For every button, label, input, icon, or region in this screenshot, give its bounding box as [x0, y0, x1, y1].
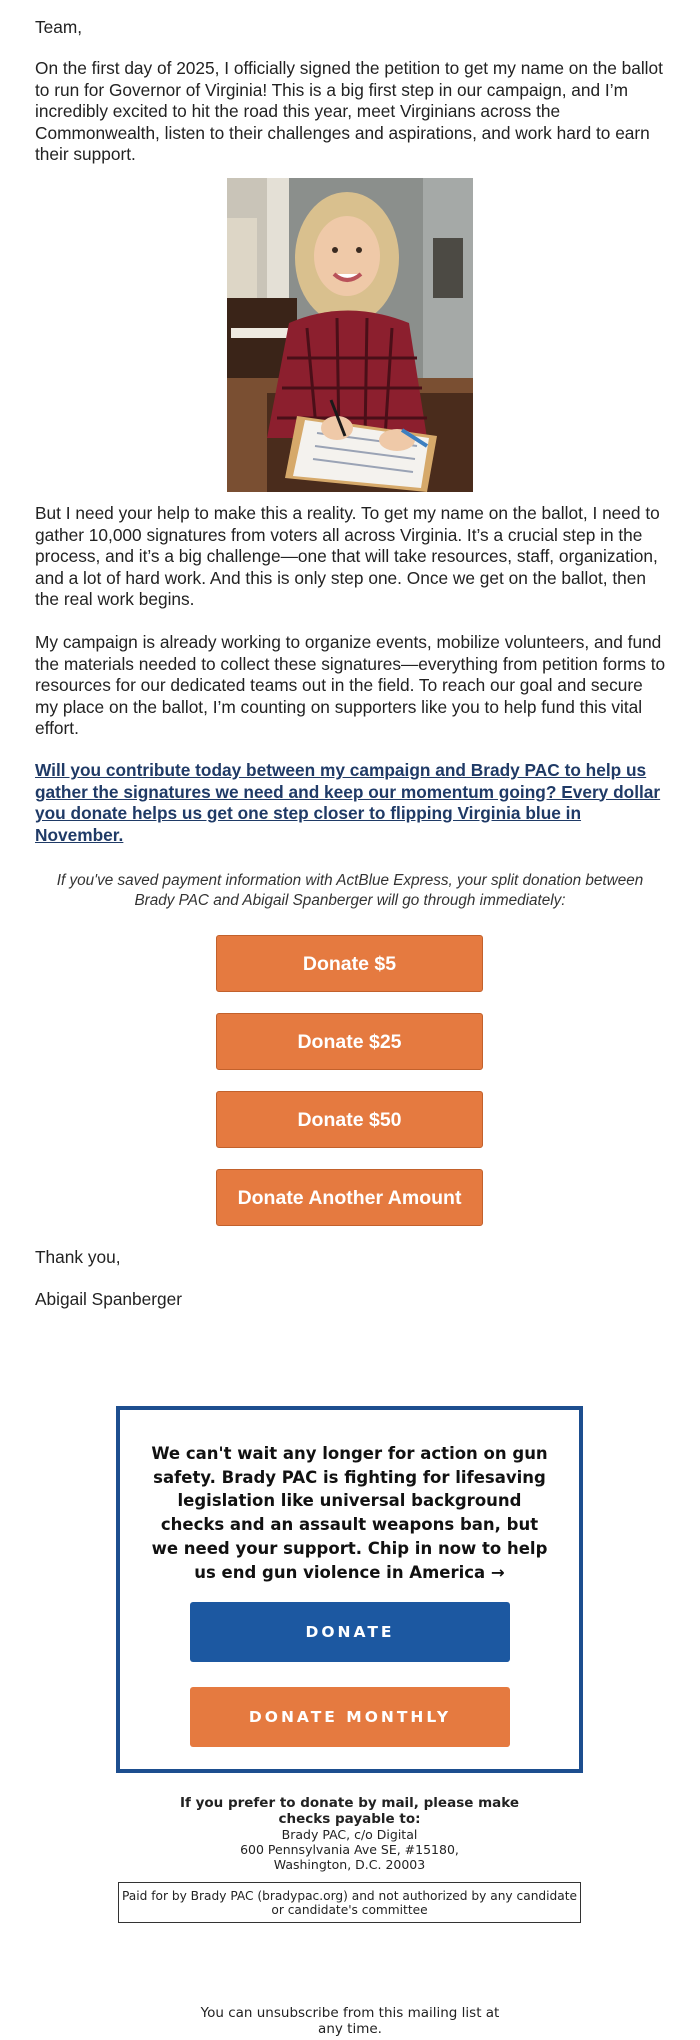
paragraph-signatures: But I need your help to make this a reality. To get my name on the ballot, I need to gather 10,000 signatures from voters all across Virginia. It’s a crucial step in the process, and it’s a big challenge—one that will take resources, staff, organization, and a lot of hard work. And this is only step one. Once we get on the ballot, then the real work begins. — [35, 503, 660, 609]
actblue-express-note: If you've saved payment information with ActBlue Express, your split donation between Brady PAC and Abigail Spanberger will go through immediately: — [56, 872, 644, 909]
closing-thanks: Thank you, — [35, 1247, 121, 1267]
paid-for-disclaimer: Paid for by Brady PAC (bradypac.org) and not authorized by any candidate or candidate's committee — [118, 1882, 581, 1923]
paragraph-campaign: My campaign is already working to organize events, mobilize volunteers, and fund the materials needed to collect these signatures—everything from petition forms to resources for our dedicated teams out in the field. To reach our goal and secure my place on the ballot, I’m counting on supporters like you to help fund this vital effort. — [35, 632, 666, 738]
greeting: Team, — [35, 17, 83, 37]
donate-50-button[interactable]: Donate $50 — [216, 1091, 483, 1148]
donate-5-button[interactable]: Donate $5 — [216, 935, 483, 992]
mail-donation-info — [116, 1796, 583, 1872]
paragraph-intro: On the first day of 2025, I officially signed the petition to get my name on the ballot to run for Governor of Virginia! This is a big first step in our campaign, and I’m incredibly excited to hit the road this year, meet Virginians across the Commonwealth, listen to their challenges and aspirations, and work hard to earn their support. — [35, 58, 663, 164]
brady-pac-box — [116, 1406, 583, 1773]
donate-25-button[interactable]: Donate $25 — [216, 1013, 483, 1070]
unsubscribe-text[interactable]: You can unsubscribe from this mailing list at any time. — [200, 2005, 500, 2037]
candidate-photo — [227, 178, 473, 492]
mail-address-line-3: Washington, D.C. 20003 — [273, 1857, 426, 1872]
contribute-link[interactable]: Will you contribute today between my campaign and Brady PAC to help us gather the signatures we need and keep our momentum going? Every dollar you donate helps us get one step closer to flipping Virginia blue in November. — [35, 760, 661, 845]
brady-donate-button[interactable]: DONATE — [190, 1602, 510, 1662]
brady-donate-monthly-button[interactable]: DONATE MONTHLY — [190, 1687, 510, 1747]
mail-address-line-1: Brady PAC, c/o Digital — [281, 1827, 418, 1842]
unsubscribe-notice — [0, 2006, 700, 2037]
mail-heading: If you prefer to donate by mail, please make checks payable to: — [179, 1795, 520, 1827]
donate-other-amount-button[interactable]: Donate Another Amount — [216, 1169, 483, 1226]
signature: Abigail Spanberger — [35, 1289, 182, 1309]
mail-address-line-2: 600 Pennsylvania Ave SE, #15180, — [240, 1842, 459, 1857]
brady-message[interactable]: We can't wait any longer for action on gun safety. Brady PAC is fighting for lifesaving legislation like universal background checks and an assault weapons ban, but we need your support. Chip in now to help us end gun violence in America → — [151, 1444, 548, 1582]
